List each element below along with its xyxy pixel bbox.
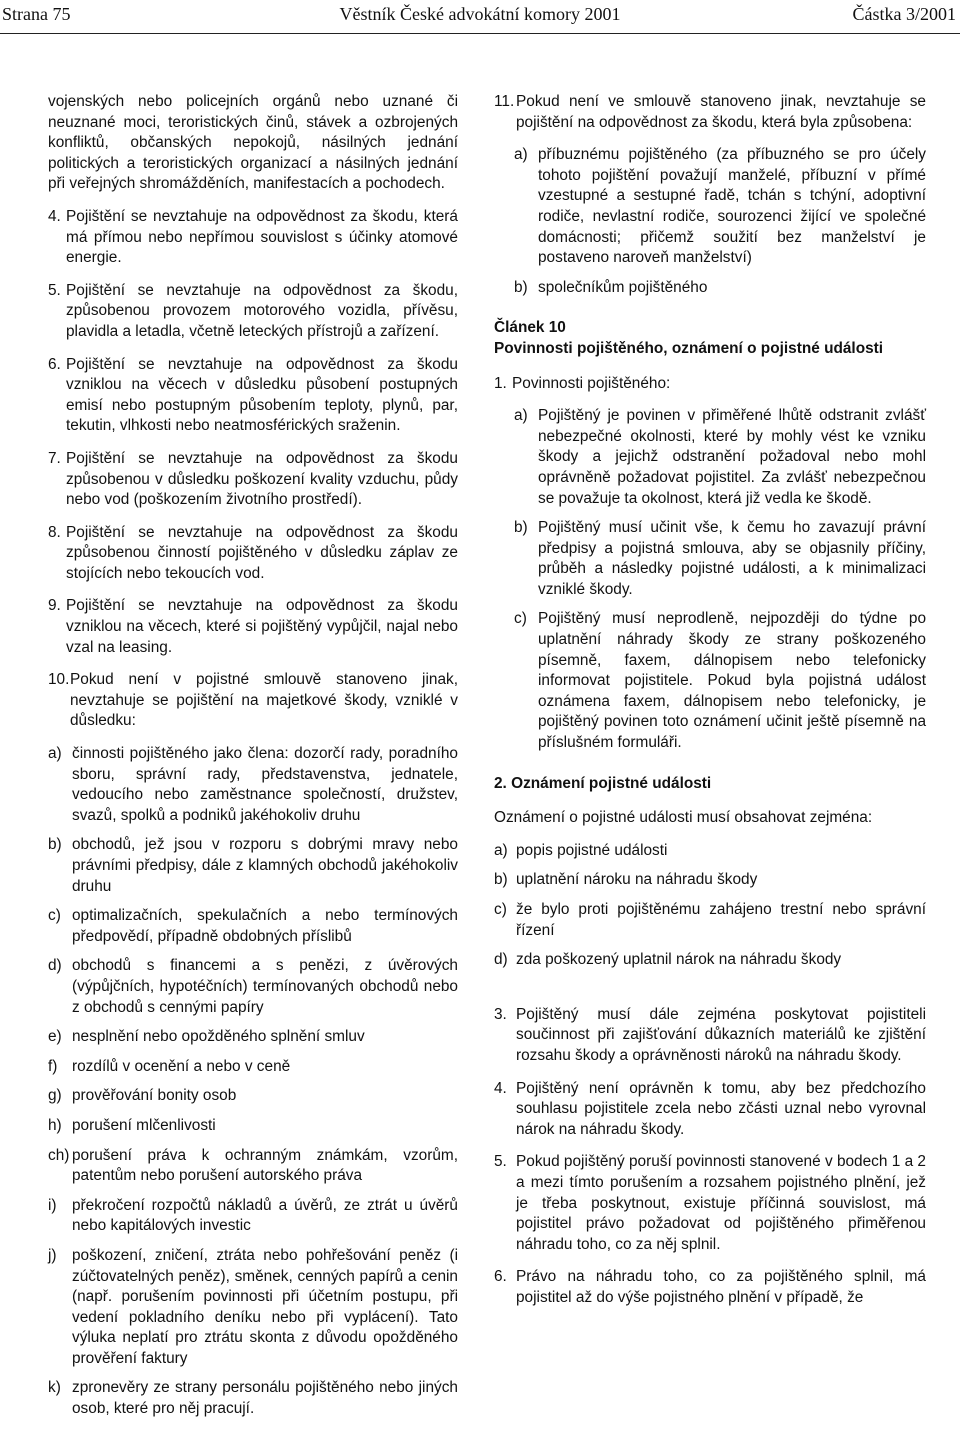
paragraph-text: Právo na náhradu toho, co za pojištěného splnil, má pojistitel až do výše pojistného plnění v případě, že [516, 1268, 926, 1306]
list-item-text: zpronevěry ze strany personálu pojištěného nebo jiných osob, které pro něj pracují. [72, 1379, 458, 1418]
list-item [48, 1116, 458, 1137]
list-item [48, 1086, 458, 1107]
list-marker: a) [48, 745, 62, 763]
list-item-text: překročení rozpočtů nákladů a úvěrů, ze ztrát u úvěrů nebo kapitálových investic [72, 1196, 458, 1235]
list-marker: e) [48, 1028, 62, 1046]
list-item [48, 1027, 458, 1048]
paragraph-number: 4. [494, 1079, 507, 1097]
paragraph-text: Pojištění se nevztahuje na odpovědnost za škodu vzniklou na věcech, které si pojištěný vypůjčil, najal nebo vzal na leasing. [66, 597, 458, 656]
list-item-text: příbuznému pojištěného (za příbuzného se pro účely tohoto pojištění považují manželé, příbuzní v přímé vzestupné a sestupné řadě, tchán s tchýní, adoptivní rodiče, nevlastní rodiče, sourozenci žijící ve společné domácnosti; přičemž soužití bez manželství je postaveno naroveň manželství) [538, 146, 926, 267]
list-marker: a) [514, 407, 528, 425]
list-marker: f) [48, 1057, 58, 1075]
paragraph-text: Pokud není v pojistné smlouvě stanoveno jinak, nevztahuje se pojištění na majetkové škody, vzniklé v důsledku: [70, 671, 458, 730]
paragraph-text: Pojištění se nevztahuje na odpovědnost za škodu vzniklou na věcech v důsledku působení postupných emisí nebo postupným působením teploty, plynů, par, tekutin, vlhkosti nebo neatmosférických sraženin. [66, 355, 458, 435]
section-3 [494, 1005, 926, 1067]
paragraph-number: 1. [494, 374, 507, 392]
section-2-list [494, 841, 926, 971]
paragraph-11 [494, 92, 926, 133]
list-item-text: optimalizačních, spekulačních a nebo termínových předpovědí, případně obdobných příslibů [72, 907, 458, 945]
left-column [48, 92, 458, 1432]
paragraph-6 [48, 355, 458, 437]
paragraph-text: Pojištění se nevztahuje na odpovědnost za škodu, způsobenou provozem motorového vozidla, přívěsu, plavidla a letadla, včetně leteckých přístrojů a zařízení. [66, 281, 458, 340]
list-item [48, 956, 458, 1018]
section-6 [494, 1267, 926, 1308]
paragraph-number: 6. [48, 355, 61, 373]
section-2-title: 2. Oznámení pojistné události [494, 774, 712, 792]
paragraph-7 [48, 449, 458, 511]
list-item [48, 835, 458, 897]
section-1 [494, 374, 926, 395]
section-4 [494, 1079, 926, 1141]
list-marker: c) [48, 907, 61, 925]
list-item-text: porušení práva k ochranným známkám, vzorům, patentům nebo porušení autorského práva [72, 1146, 458, 1185]
list-item-text: porušení mlčenlivosti [72, 1116, 216, 1134]
list-item-text: činnosti pojištěného jako člena: dozorčí rady, poradního sboru, správní rady, představenstva, jednatele, vedoucího nebo zaměstnance společností, družstev, svazů, spolků a podniků jakéhokoliv druhu [72, 745, 458, 824]
page-header [0, 0, 960, 34]
list-item-text: rozdílů v ocenění a nebo v ceně [72, 1057, 291, 1075]
list-marker: b) [48, 836, 62, 854]
paragraph-11-list [494, 145, 926, 298]
list-marker: a) [514, 146, 528, 164]
paragraph-number: 3. [494, 1005, 507, 1023]
list-marker: b) [494, 871, 508, 889]
list-marker: c) [514, 610, 527, 628]
paragraph-text: Pojištěný musí dále zejména poskytovat pojistiteli součinnost při zajišťování důkazních materiálů ke zjištění rozsahu škody a oprávněnosti nároků na náhradu škody. [516, 1005, 926, 1064]
list-item [48, 1146, 458, 1187]
paragraph-number: 8. [48, 523, 61, 541]
list-item-text: Pojištěný je povinen v přiměřené lhůtě odstranit zvlášť nebezpečné okolnosti, které by mohly vést ke vzniku škody a jejichž odstranění požadoval nebo mohl oprávněně požadovat pojistitel. Za zvlášť nebezpečnou se považuje ta okolnost, která již vedla ke škodě. [538, 407, 926, 507]
paragraph-text: Povinnosti pojištěného: [512, 374, 671, 392]
list-marker: a) [494, 841, 508, 859]
section-5 [494, 1152, 926, 1255]
paragraph-number: 7. [48, 449, 61, 467]
intro-paragraph: vojenských nebo policejních orgánů nebo uznané či neuznané moci, teroristických činů, stávek a ozbrojených konfliktů, občanských nepokojů, násilných jednání politických a teroristických organizací a násilných jednání při veřejných shromážděních, manifestacích a pochodech. [48, 93, 458, 193]
list-item [494, 870, 926, 891]
section-1-list [494, 406, 926, 754]
list-item [48, 1378, 458, 1419]
header-rule [0, 33, 960, 34]
paragraph-text: Pokud pojištěný poruší povinnosti stanovené v bodech 1 a 2 a mezi tímto porušením a rozsahem pojistného plnění, jež je třeba poskytnout, existuje příčinná souvislost, má pojistitel právo požadovat od pojištěného přiměřenou náhradu toho, co za něj splnil. [516, 1153, 926, 1253]
journal-title: Věstník České advokátní komory 2001 [339, 4, 621, 24]
list-item-text: prověřování bonity osob [72, 1087, 237, 1105]
paragraph-number: 4. [48, 207, 61, 225]
paragraph-text: Pojištění se nevztahuje na odpovědnost za škodu způsobenou činností pojištěného v důsledku záplav ze stojících nebo tekoucích vod. [66, 523, 458, 582]
paragraph-number: 9. [48, 597, 61, 615]
paragraph-number: 5. [48, 281, 61, 299]
paragraph-text: Pojištění se nevztahuje na odpovědnost za škodu, která má přímou nebo nepřímou souvislost s účinky atomové energie. [66, 207, 458, 267]
list-item-text: že bylo proti pojištěnému zahájeno trestní nebo správní řízení [516, 901, 926, 939]
list-item [48, 1057, 458, 1078]
list-item-text: nesplnění nebo opožděného splnění smluv [72, 1028, 365, 1046]
list-item-text: Pojištěný musí neprodleně, nejpozději do týdne po uplatnění náhrady škody ze strany poškozeného písemně, faxem, dálnopisem nebo telefonicky informovat pojistitele. Pokud byla pojistná událost oznámena faxem, dálnopisem nebo telefonicky, je pojištěný povinen toto oznámení učinit ještě písemně na příslušném formuláři. [538, 610, 926, 752]
paragraph-number: 5. [494, 1153, 507, 1171]
article-subtitle: Povinnosti pojištěného, oznámení o pojistné události [494, 339, 884, 357]
list-marker: d) [48, 957, 62, 975]
list-marker: i) [48, 1196, 57, 1214]
list-marker: j) [48, 1246, 57, 1264]
paragraph-number: 6. [494, 1268, 507, 1286]
list-item [494, 900, 926, 941]
list-marker: b) [514, 278, 528, 296]
list-item-text: společníkům pojištěného [538, 278, 708, 296]
list-marker: k) [48, 1379, 61, 1397]
paragraph-9 [48, 596, 458, 658]
list-item [494, 518, 926, 600]
list-item [494, 609, 926, 753]
list-item [48, 1246, 458, 1370]
list-item-text: obchodů, jež jsou v rozporu s dobrými mravy nebo právními předpisy, dále z klamných obchodů jakéhokoliv druhu [72, 836, 458, 895]
paragraph-10 [48, 670, 458, 732]
list-item [494, 278, 926, 299]
list-item [48, 1196, 458, 1237]
list-item [494, 145, 926, 269]
paragraph-text: Pojištění se nevztahuje na odpovědnost za škodu způsobenou v důsledku poškození kvality vzduchu, půdy nebo vod (poškozením životního prostředí). [66, 449, 458, 509]
page-number: Strana 75 [2, 4, 71, 24]
list-item [494, 950, 926, 971]
exclusions-list [48, 744, 458, 1420]
paragraph-number: 10. [48, 671, 70, 689]
paragraph-text: Pokud není ve smlouvě stanoveno jinak, nevztahuje se pojištění na odpovědnost za škodu, která byla způsobena: [516, 93, 926, 131]
list-marker: g) [48, 1087, 62, 1105]
list-item [48, 906, 458, 947]
paragraph-8 [48, 523, 458, 585]
list-item [48, 744, 458, 826]
list-marker: h) [48, 1116, 62, 1134]
article-title: Článek 10 [494, 319, 566, 337]
list-marker: d) [494, 951, 508, 969]
list-item [494, 841, 926, 862]
list-item-text: obchodů s financemi a s penězi, z úvěrových (výpůjčních, hypotéčních) termínovaných obchodů nebo z obchodů s cennými papíry [72, 957, 458, 1016]
list-item [494, 406, 926, 509]
list-item-text: zda poškozený uplatnil nárok na náhradu škody [516, 951, 842, 969]
paragraph-number: 11. [494, 93, 515, 110]
right-column [494, 92, 926, 1321]
list-marker: b) [514, 519, 528, 537]
list-item-text: Pojištěný musí učinit vše, k čemu ho zavazují právní předpisy a pojistná smlouva, aby se objasnily příčiny, průběh a následky pojistné události, a k minimalizaci vzniklé škody. [538, 519, 926, 598]
list-marker: ch) [48, 1146, 70, 1164]
issue-number: Částka 3/2001 [852, 4, 956, 24]
list-item-text: uplatnění nároku na náhradu škody [516, 871, 758, 889]
list-marker: c) [494, 901, 507, 918]
list-item-text: popis pojistné události [516, 841, 668, 859]
paragraph-text: Pojištěný není oprávněn k tomu, aby bez předchozího souhlasu pojistitele zcela nebo zčásti uznal nebo vyrovnal nárok na náhradu škody. [516, 1079, 926, 1138]
paragraph-4 [48, 207, 458, 269]
paragraph-5 [48, 281, 458, 343]
section-2-intro: Oznámení o pojistné události musí obsahovat zejména: [494, 809, 873, 827]
list-item-text: poškození, zničení, ztráta nebo pohřešování peněz (i zúčtovatelných peněz), směnek, cenných papírů a cenin (např. porušením povinnosti při účetním postupu, při vedení pokladního deníku nebo při vyplácení). Tato výluka neplatí pro ztrátu skonta z důvodu opožděného prověření faktury [72, 1246, 458, 1367]
